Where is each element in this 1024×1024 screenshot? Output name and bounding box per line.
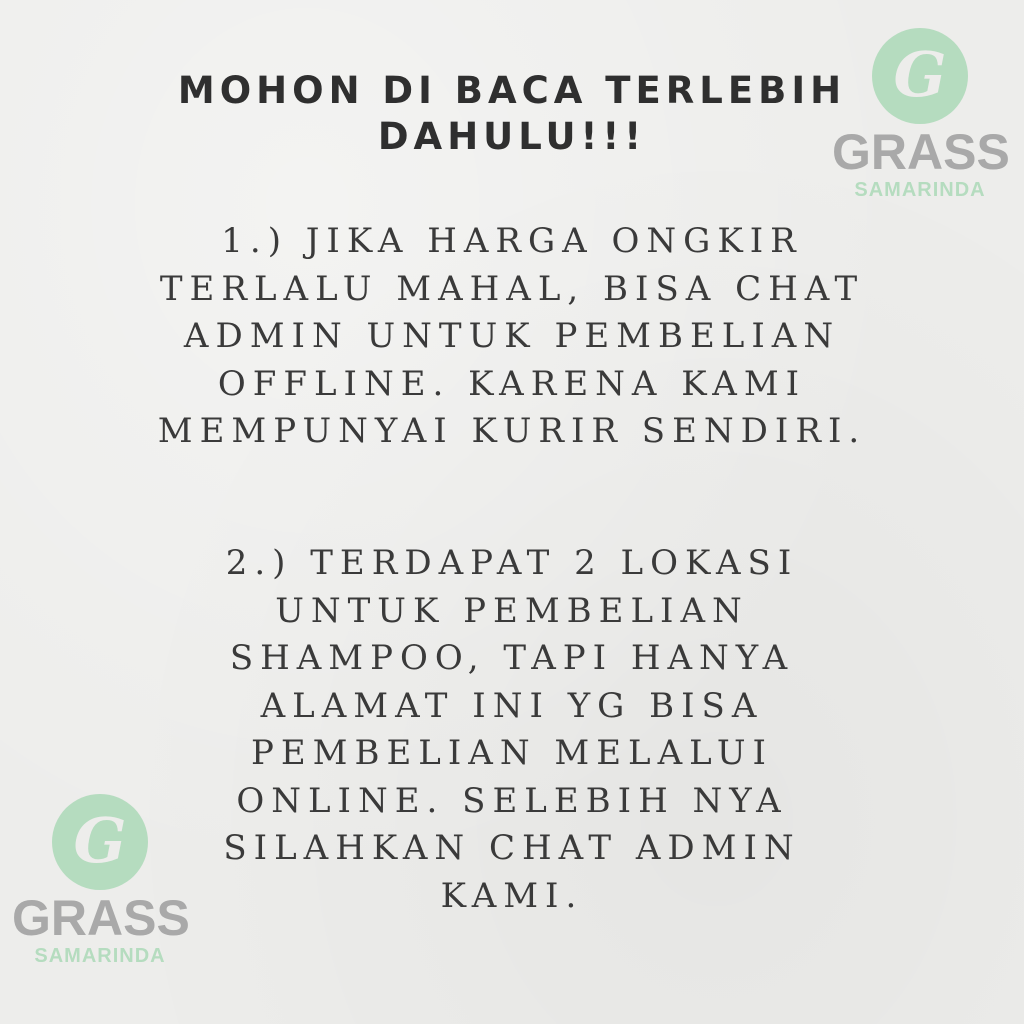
- grass-logo-watermark: [832, 26, 1008, 202]
- point-1-line: 1.) JIKA HARGA ONGKIR: [221, 221, 803, 261]
- point-1-line: OFFLINE. KARENA KAMI: [217, 363, 807, 404]
- point-2-line: ALAMAT INI YG BISA: [260, 685, 764, 726]
- svg-text:G: G: [73, 804, 127, 877]
- logo-name: GRASS: [832, 124, 1010, 180]
- logo-name: GRASS: [12, 890, 190, 946]
- grass-g-logo-icon: [870, 26, 970, 126]
- point-1-line: TERLALU MAHAL, BISA CHAT: [159, 268, 865, 309]
- point-2-line: KAMI.: [440, 875, 584, 916]
- point-2-line: SHAMPOO, TAPI HANYA: [229, 638, 795, 678]
- grass-g-logo-icon: [50, 792, 150, 892]
- point-2-line: PEMBELIAN MELALUI: [250, 733, 773, 773]
- point-1-line: MEMPUNYAI KURIR SENDIRI.: [157, 411, 867, 451]
- svg-text:G: G: [893, 38, 947, 111]
- point-2-line: 2.) TERDAPAT 2 LOKASI: [225, 543, 799, 583]
- point-2-line: SILAHKAN CHAT ADMIN: [223, 828, 801, 868]
- notice-heading: [150, 68, 874, 160]
- logo-subtitle: SAMARINDA: [854, 179, 986, 201]
- point-1-line: ADMIN UNTUK PEMBELIAN: [183, 316, 841, 356]
- point-1: [100, 218, 924, 456]
- point-2-line: UNTUK PEMBELIAN: [275, 590, 749, 631]
- heading-line-1: MOHON DI BACA TERLEBIH: [177, 69, 847, 112]
- grass-logo-watermark: [12, 792, 188, 968]
- heading-line-2: DAHULU!!!: [377, 115, 647, 158]
- point-2-line: ONLINE. SELEBIH NYA: [236, 780, 788, 821]
- point-2: [100, 540, 924, 920]
- logo-subtitle: SAMARINDA: [34, 945, 166, 967]
